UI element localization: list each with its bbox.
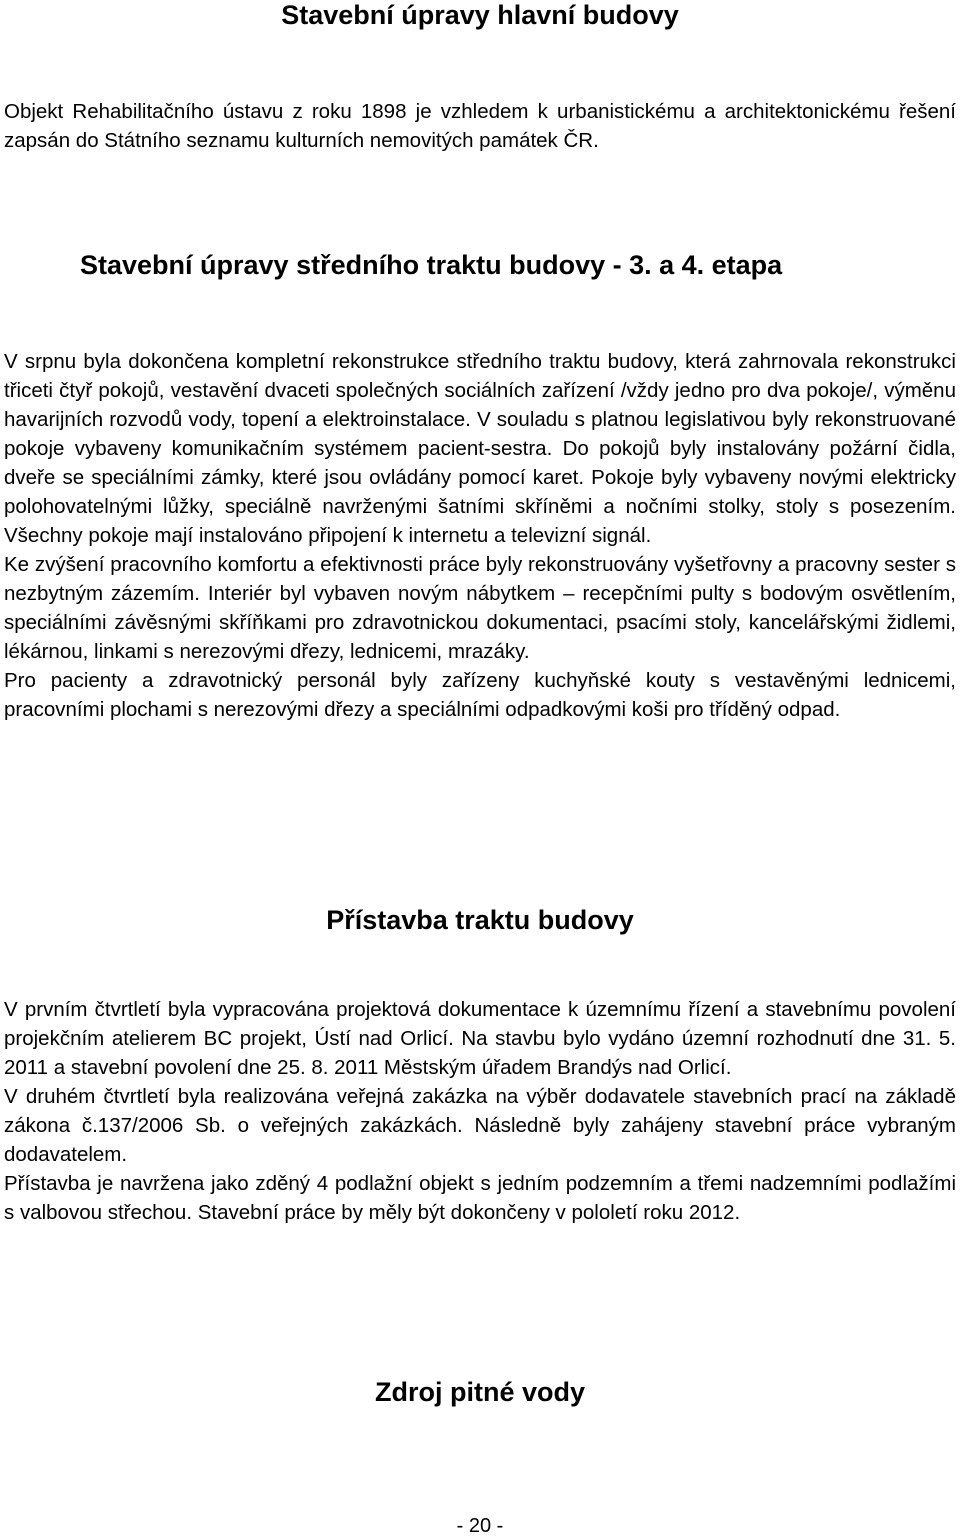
paragraph-tender: V druhém čtvrtletí byla realizována veřejná zakázka na výběr dodavatele stavebních prací na základě zákona č.137/2006 Sb. o veřejných zakázkách. Následně byly zahájeny stavební práce vybraným dodavatelem. — [4, 1085, 956, 1166]
section-heading-extension: Přístavba traktu budovy — [326, 905, 634, 935]
intro-text: Objekt Rehabilitačního ústavu z roku 1898 je vzhledem k urbanistickému a architektonickému řešení zapsán do Státního seznamu kulturních nemovitých památek ČR. — [4, 100, 956, 152]
page-number: - 20 - — [456, 1515, 504, 1537]
paragraph-work-comfort: Ke zvýšení pracovního komfortu a efektivnosti práce byly rekonstruovány vyšetřovny a pracovny sester s nezbytným zázemím. Interiér byl vybaven novým nábytkem – recepčními pulty s bodovým osvětlením, speciálními závěsnými skříňkami pro zdravotnickou dokumentaci, psacími stoly, kancelářskými židlemi, lékárnou, linkami s nerezovými dřezy, lednicemi, mrazáky. — [4, 553, 956, 663]
section-heading-water-source: Zdroj pitné vody — [374, 1377, 585, 1407]
intro-paragraph — [4, 97, 956, 155]
paragraph-building-description: Přístavba je navržena jako zděný 4 podlažní objekt s jedním podzemním a třemi nadzemními podlažími s valbovou střechou. Stavební práce by měly být dokončeny v pololetí roku 2012. — [4, 1172, 956, 1224]
paragraph-documentation: V prvním čtvrtletí byla vypracována projektová dokumentace k územnímu řízení a stavebnímu povolení projekčním atelierem BC projekt, Ústí nad Orlicí. Na stavbu bylo vydáno územní rozhodnutí dne 31. 5. 2011 a stavební povolení dne 25. 8. 2011 Městským úřadem Brandýs nad Orlicí. — [4, 998, 956, 1079]
section-body-extension — [4, 995, 956, 1227]
paragraph-kitchens: Pro pacienty a zdravotnický personál byly zařízeny kuchyňské kouty s vestavěnými lednicemi, pracovními plochami s nerezovými dřezy a speciálními odpadkovými koši pro tříděný odpad. — [4, 669, 956, 721]
page-title: Stavební úpravy hlavní budovy — [281, 0, 679, 30]
paragraph-reconstruction: V srpnu byla dokončena kompletní rekonstrukce středního traktu budovy, která zahrnovala rekonstrukci třiceti čtyř pokojů, vestavění dvaceti společných sociálních zařízení /vždy jedno pro dva pokoje/, výměnu havarijních rozvodů vody, topení a elektroinstalace. V souladu s platnou legislativou byly rekonstruované pokoje vybaveny komunikačním systémem pacient-sestra. Do pokojů byly instalovány požární čidla, dveře se speciálními zámky, které jsou ovládány pomocí karet. Pokoje byly vybaveny novými elektricky polohovatelnými lůžky, speciálně navrženými šatními skříněmi a nočními stolky, stoly s posezením. Všechny pokoje mají instalováno připojení k internetu a televizní signál. — [4, 350, 956, 547]
section-heading-middle-tract: Stavební úpravy středního traktu budovy - 3. a 4. etapa — [80, 250, 783, 280]
section-body-middle-tract — [4, 347, 956, 724]
